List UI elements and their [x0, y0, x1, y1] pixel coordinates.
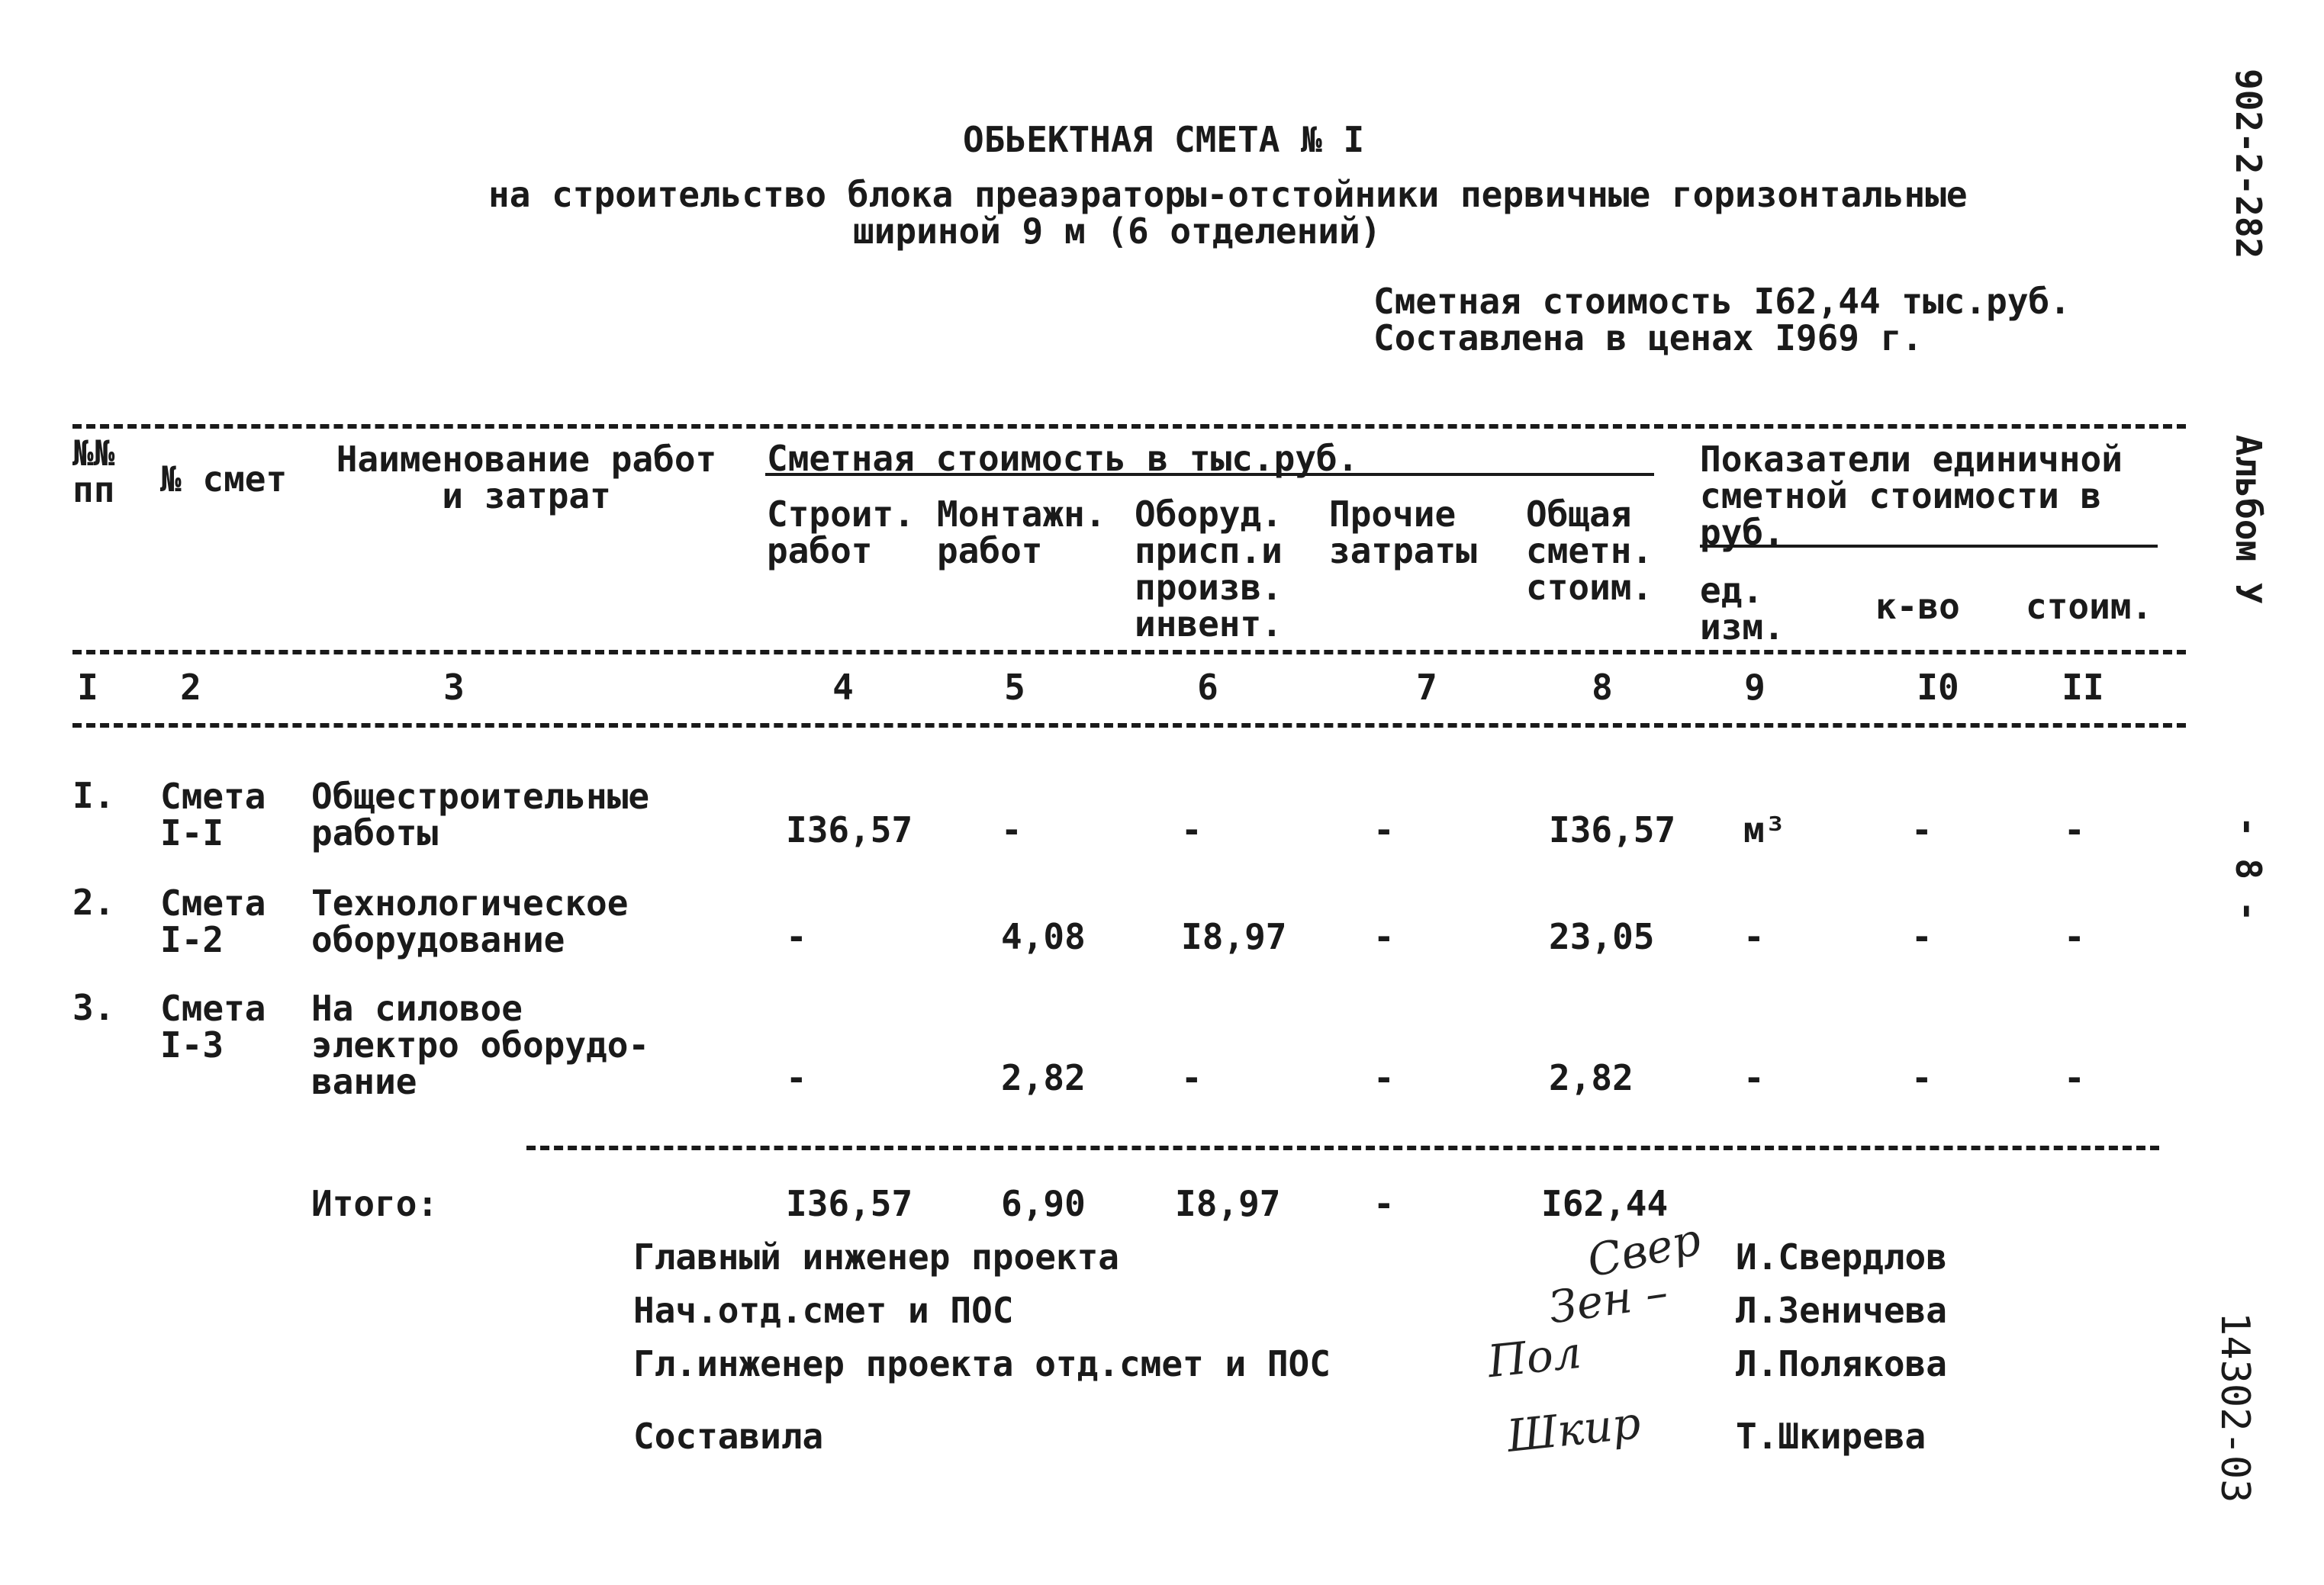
page-number: - 8 -	[2228, 816, 2269, 922]
col-header-equipment: Оборуд. присп.и произв. инвент.	[1135, 494, 1283, 645]
doc-title: ОБЬЕКТНАЯ СМЕТА № I	[963, 119, 1365, 160]
row-number: 2.	[72, 882, 115, 923]
header-bottom-rule	[72, 650, 2186, 654]
row-name: Технологическое оборудование	[311, 883, 629, 960]
col-number: 8	[1592, 667, 1613, 708]
row-smeta: Смета I-2	[160, 883, 266, 960]
total-rule	[526, 1146, 2159, 1150]
col-header-indicators: Показатели единичной сметной стоимости в руб.	[1700, 439, 2123, 553]
row-other: -	[1373, 916, 1395, 957]
row-total: I36,57	[1549, 809, 1676, 850]
handwritten-signature: Пол	[1485, 1326, 1584, 1388]
col-header-smeta: № смет	[160, 458, 288, 500]
col-header-other: Прочие затраты	[1329, 494, 1477, 571]
signature-name: Т.Шкирева	[1736, 1416, 1926, 1457]
row-total: 2,82	[1549, 1057, 1634, 1098]
row-number: I.	[72, 775, 115, 816]
row-installation: 2,82	[1001, 1057, 1086, 1098]
col-header-installation: Монтажн. работ	[937, 494, 1106, 571]
row-number: 3.	[72, 987, 115, 1028]
col-number: 6	[1197, 667, 1218, 708]
col-header-total: Общая сметн. стоим.	[1526, 494, 1653, 608]
col-header-construction: Строит. работ	[767, 494, 915, 571]
col-number: 4	[832, 667, 854, 708]
signature-name: Л.Полякова	[1736, 1343, 1947, 1384]
row-smeta: Смета I-3	[160, 988, 266, 1066]
table-top-rule	[72, 424, 2186, 429]
total-sum: I62,44	[1541, 1183, 1669, 1224]
total-other: -	[1373, 1183, 1395, 1224]
total-label: Итого:	[311, 1183, 439, 1224]
row-equipment: I8,97	[1181, 916, 1287, 957]
row-smeta: Смета I-I	[160, 776, 266, 854]
col-header-name: Наименование работ и затрат	[336, 439, 717, 516]
handwritten-signature: Свер	[1582, 1213, 1706, 1288]
col-number: I	[77, 667, 98, 708]
row-unit: -	[1743, 1057, 1765, 1098]
handwritten-signature: Шкир	[1504, 1397, 1643, 1462]
col-header-quantity: к-во	[1875, 586, 1960, 627]
total-installation: 6,90	[1001, 1183, 1086, 1224]
doc-subtitle-line1: на строительство блока преаэраторы-отстойники первичные горизонтальные	[488, 174, 1968, 215]
col-header-unit-cost: стоим.	[2026, 586, 2153, 627]
doc-subtitle-line2: шириной 9 м (6 отделений)	[853, 211, 1382, 252]
row-unit: м³	[1743, 809, 1786, 850]
estimated-cost: Сметная стоимость I62,44 тыс.руб.	[1373, 281, 2071, 322]
signature-role: Главный инженер проекта	[633, 1236, 1119, 1278]
row-total: 23,05	[1549, 916, 1655, 957]
total-equipment: I8,97	[1175, 1183, 1281, 1224]
col-header-cost-group: Сметная стоимость в тыс.руб.	[767, 438, 1359, 479]
archive-number: 14302-03	[2212, 1312, 2258, 1503]
row-other: -	[1373, 809, 1395, 850]
col-number: 7	[1416, 667, 1437, 708]
col-header-num: №№ пп	[72, 432, 115, 510]
total-construction: I36,57	[786, 1183, 913, 1224]
row-unit-cost: -	[2064, 809, 2085, 850]
price-basis: Составлена в ценах I969 г.	[1373, 317, 1923, 358]
col-number: 9	[1744, 667, 1766, 708]
row-unit-cost: -	[2064, 916, 2085, 957]
album-label: Альбом У	[2228, 435, 2269, 604]
row-unit: -	[1743, 916, 1765, 957]
row-construction: I36,57	[786, 809, 913, 850]
row-unit-cost: -	[2064, 1057, 2085, 1098]
row-quantity: -	[1911, 916, 1933, 957]
col-number: 5	[1004, 667, 1025, 708]
row-name: Общестроительные работы	[311, 776, 650, 854]
row-other: -	[1373, 1057, 1395, 1098]
row-installation: -	[1001, 809, 1022, 850]
signature-name: Л.Зеничева	[1736, 1290, 1947, 1331]
col-number: 2	[180, 667, 201, 708]
row-construction: -	[786, 1057, 807, 1098]
handwritten-signature: Зен –	[1546, 1265, 1672, 1334]
signature-name: И.Свердлов	[1736, 1236, 1947, 1278]
signature-role: Гл.инженер проекта отд.смет и ПОС	[633, 1343, 1331, 1384]
row-quantity: -	[1911, 1057, 1933, 1098]
row-installation: 4,08	[1001, 916, 1086, 957]
row-quantity: -	[1911, 809, 1933, 850]
col-number: 3	[443, 667, 465, 708]
row-construction: -	[786, 916, 807, 957]
signature-role: Нач.отд.смет и ПОС	[633, 1290, 1014, 1331]
signature-role: Составила	[633, 1416, 824, 1457]
column-numbers-rule	[72, 723, 2186, 728]
col-number: II	[2062, 667, 2104, 708]
row-name: На силовое электро оборудо- вание	[311, 988, 650, 1102]
doc-code: 902-2-282	[2228, 69, 2269, 259]
row-equipment: -	[1181, 1057, 1202, 1098]
col-header-unit: ед. изм.	[1700, 570, 1785, 648]
row-equipment: -	[1181, 809, 1202, 850]
col-number: I0	[1917, 667, 1959, 708]
